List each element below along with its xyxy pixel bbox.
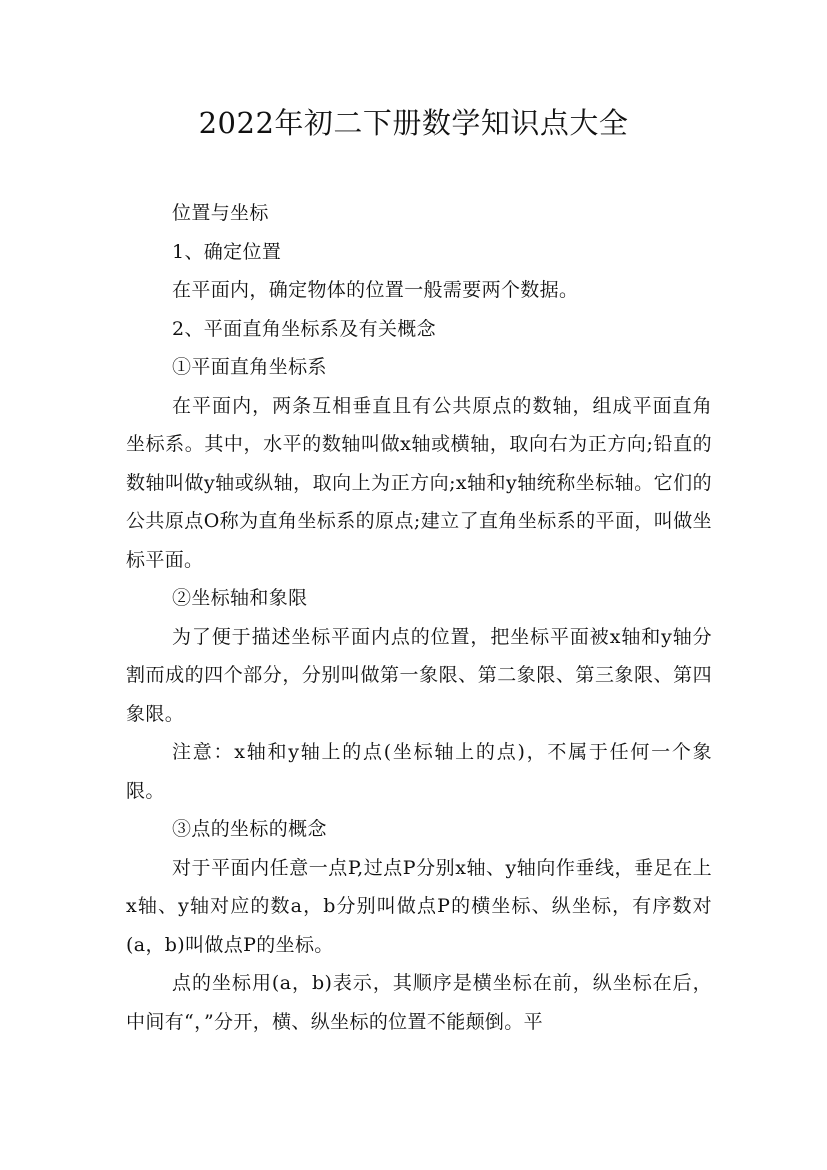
subsection-heading: 2、平面直角坐标系及有关概念 — [172, 317, 436, 340]
topic-heading: ③点的坐标的概念 — [172, 818, 327, 840]
body-paragraph: 对于平面内任意一点P,过点P分别x轴、y轴向作垂线，垂足在上x轴、y轴对应的数a，b分别叫做点P的横坐标、纵坐标，有序数对(a，b)叫做点P的坐标。 — [126, 856, 712, 956]
document-body — [126, 194, 712, 1041]
body-paragraph: 在平面内，确定物体的位置一般需要两个数据。 — [172, 279, 579, 301]
body-paragraph: 点的坐标用(a，b)表示，其顺序是横坐标在前，纵坐标在后，中间有“，”分开，横、纵坐标的位置不能颠倒。平 — [126, 972, 712, 1033]
section-heading: 位置与坐标 — [172, 202, 269, 224]
document-title: 2022年初二下册数学知识点大全 — [198, 106, 629, 140]
note-paragraph: 注意：x轴和y轴上的点(坐标轴上的点)，不属于任何一个象限。 — [126, 741, 712, 802]
body-paragraph: 为了便于描述坐标平面内点的位置，把坐标平面被x轴和y轴分割而成的四个部分，分别叫做第一象限、第二象限、第三象限、第四象限。 — [126, 625, 712, 725]
subsection-heading: 1、确定位置 — [172, 240, 282, 263]
topic-heading: ①平面直角坐标系 — [172, 356, 327, 378]
topic-heading: ②坐标轴和象限 — [172, 587, 308, 609]
body-paragraph: 在平面内，两条互相垂直且有公共原点的数轴，组成平面直角坐标系。其中，水平的数轴叫做x轴或横轴，取向右为正方向;铅直的数轴叫做y轴或纵轴，取向上为正方向;x轴和y轴统称坐标轴。它们的公共原点O称为直角坐标系的原点;建立了直角坐标系的平面，叫做坐标平面。 — [126, 394, 712, 571]
